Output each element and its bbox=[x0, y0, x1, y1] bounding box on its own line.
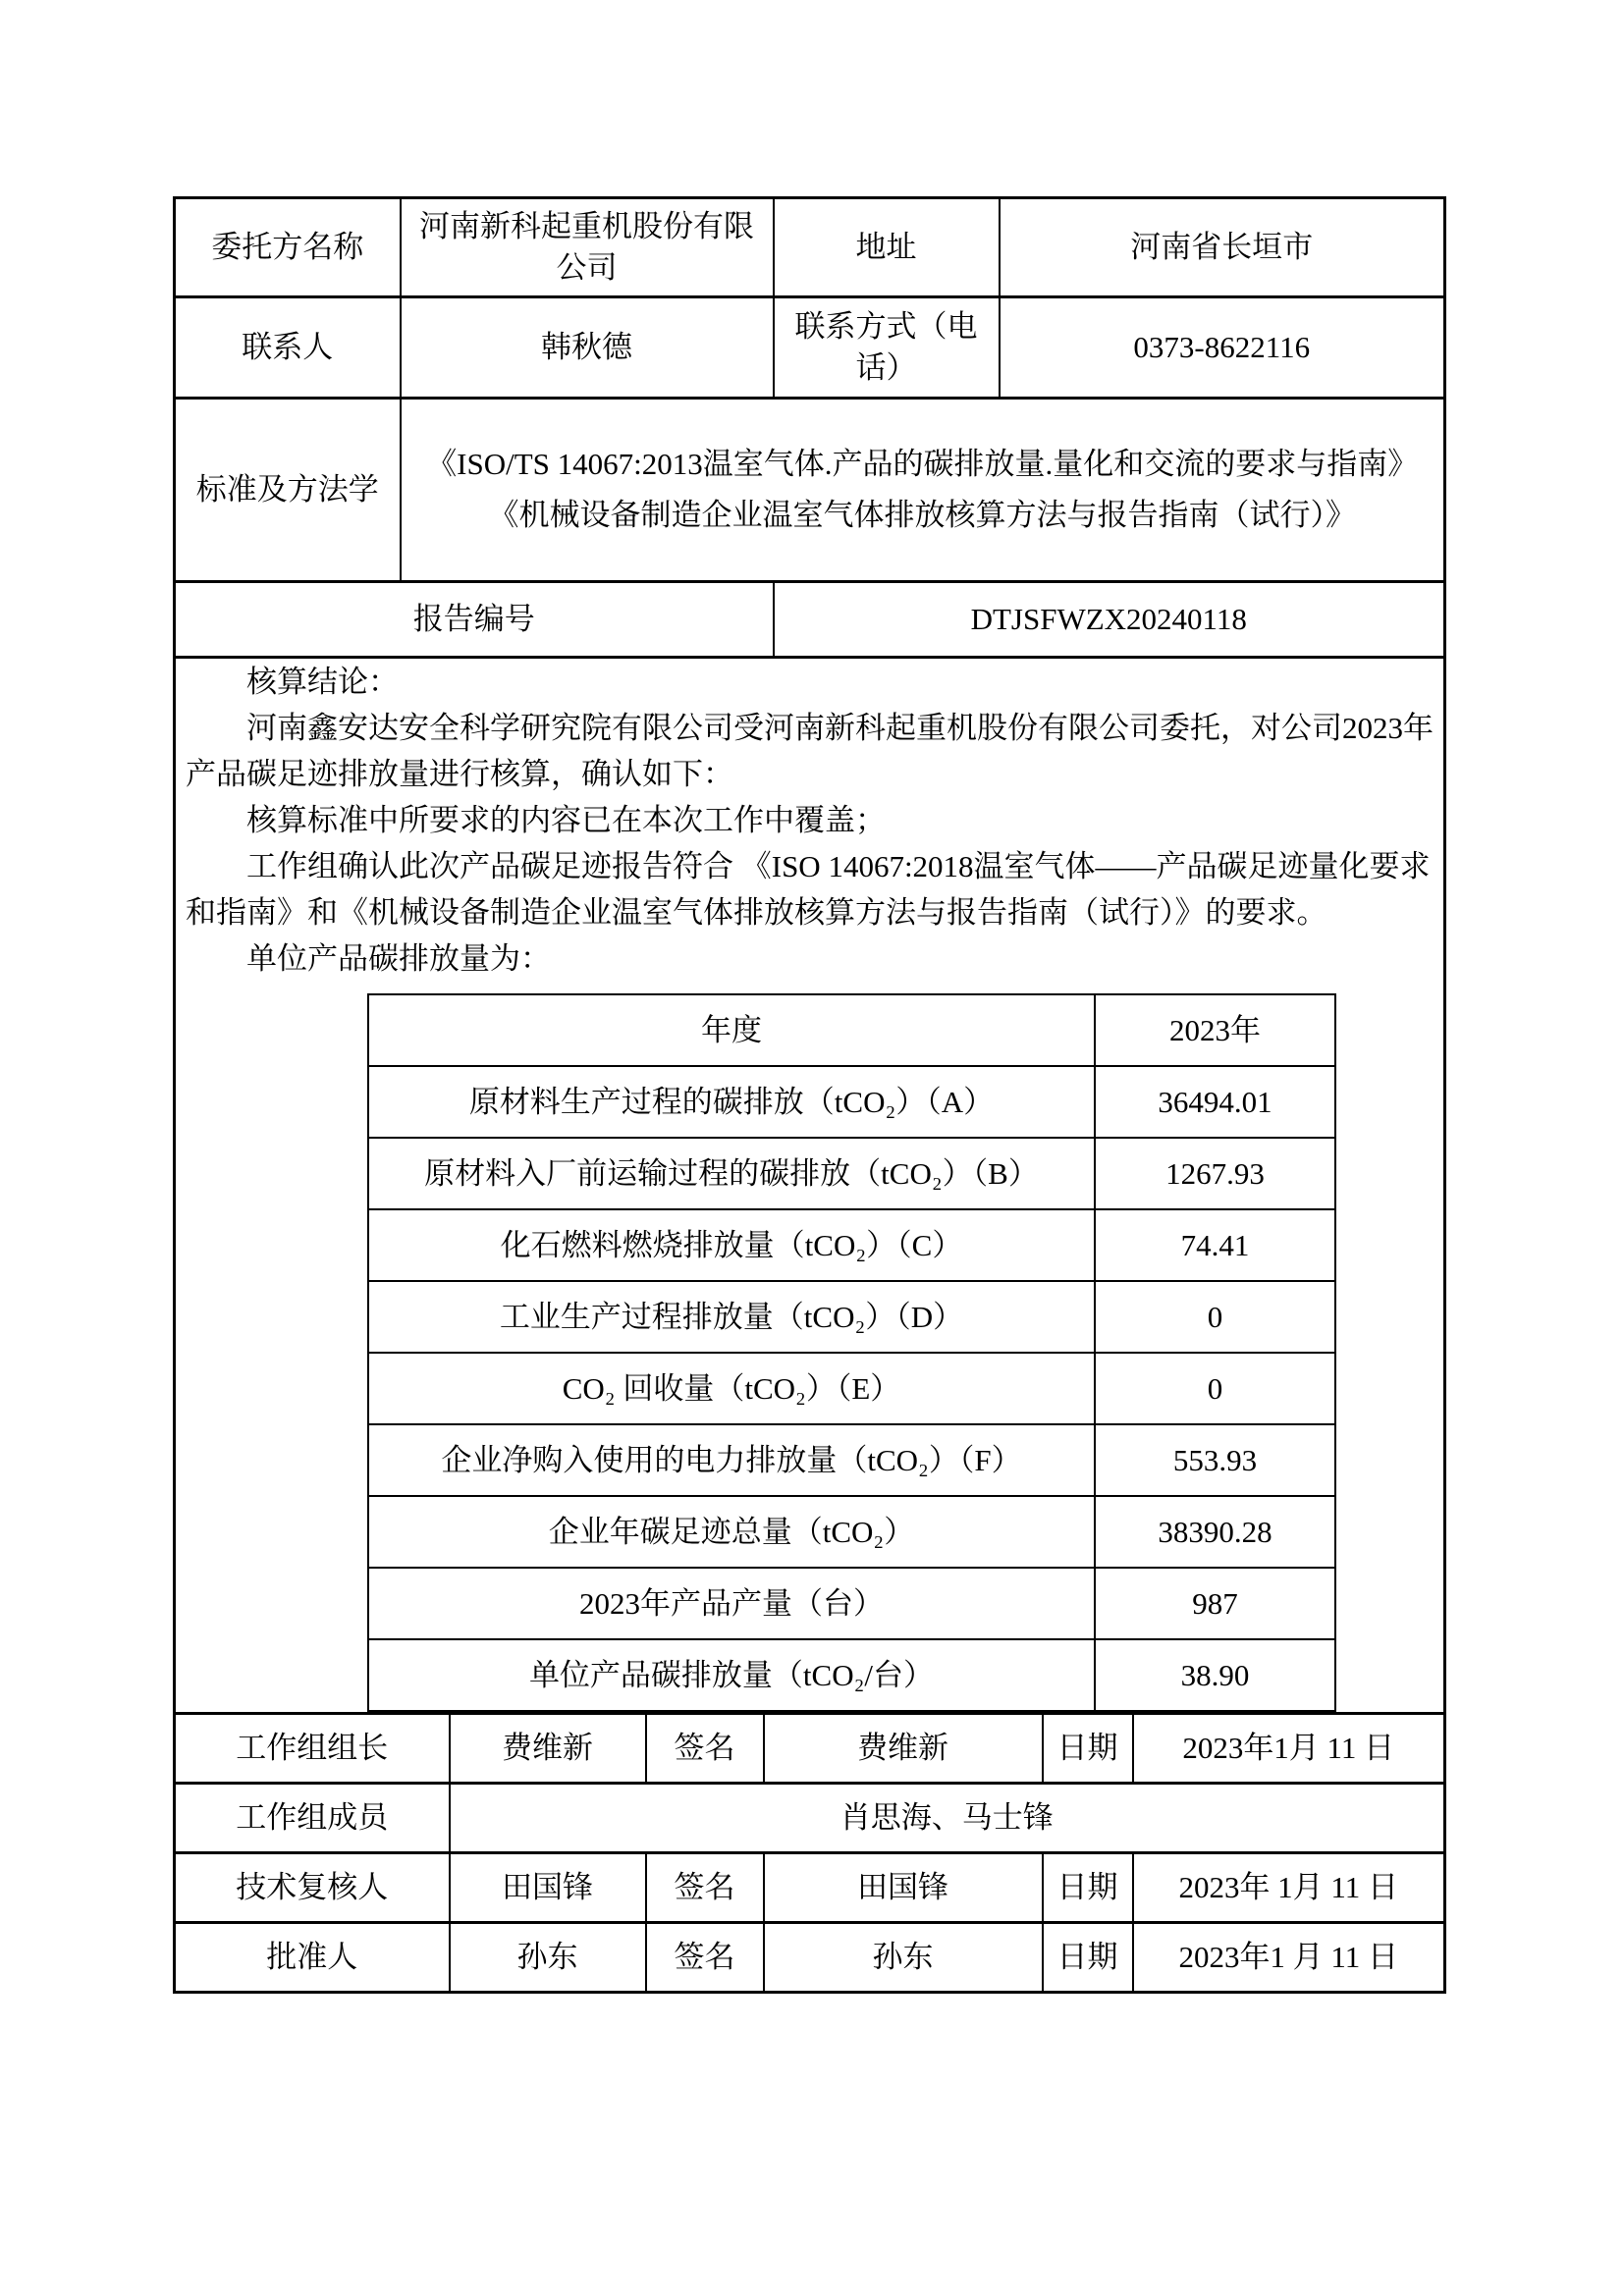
conclusion-cell bbox=[175, 658, 1445, 1714]
year-header-value: 2023年 bbox=[1095, 994, 1335, 1066]
emission-row-value: 38.90 bbox=[1095, 1639, 1335, 1711]
emission-row-label: 工业生产过程排放量（tCO₂）（D） bbox=[368, 1281, 1095, 1353]
standards-content bbox=[401, 399, 1445, 582]
report-form bbox=[173, 196, 1446, 1994]
client-name-value: 河南新科起重机股份有限公司 bbox=[401, 198, 774, 297]
year-header-label: 年度 bbox=[368, 994, 1095, 1066]
table-row bbox=[175, 658, 1445, 1714]
table-row bbox=[368, 1281, 1335, 1353]
table-row bbox=[368, 1568, 1335, 1639]
signature-label: 签名 bbox=[646, 1853, 764, 1923]
conclusion-heading: 核算结论： bbox=[246, 665, 399, 699]
report-no-label: 报告编号 bbox=[175, 582, 774, 658]
table-row bbox=[175, 1923, 1445, 1993]
team-leader-label: 工作组组长 bbox=[175, 1714, 450, 1784]
table-row bbox=[368, 1424, 1335, 1496]
standard-line-2: 《机械设备制造企业温室气体排放核算方法与报告指南（试行）》 bbox=[488, 498, 1356, 532]
address-value: 河南省长垣市 bbox=[1000, 198, 1445, 297]
standard-line-1: 《ISO/TS 14067:2013温室气体.产品的碳排放量.量化和交流的要求与指南》 bbox=[426, 446, 1419, 481]
emission-row-label: 企业净购入使用的电力排放量（tCO₂）（F） bbox=[368, 1424, 1095, 1496]
team-leader-name: 费维新 bbox=[450, 1714, 646, 1784]
report-table bbox=[173, 196, 1446, 1994]
team-members-value: 肖思海、马士锋 bbox=[450, 1784, 1445, 1853]
team-leader-date: 2023年1月 11 日 bbox=[1133, 1714, 1445, 1784]
table-row bbox=[368, 1066, 1335, 1138]
date-label: 日期 bbox=[1043, 1853, 1133, 1923]
table-row bbox=[368, 1496, 1335, 1568]
approver-signature: 孙东 bbox=[764, 1923, 1043, 1993]
table-row bbox=[368, 1639, 1335, 1711]
contact-person-value: 韩秋德 bbox=[401, 297, 774, 399]
tech-reviewer-signature: 田国锋 bbox=[764, 1853, 1043, 1923]
emission-row-value: 36494.01 bbox=[1095, 1066, 1335, 1138]
table-row bbox=[368, 994, 1335, 1066]
emission-row-value: 0 bbox=[1095, 1281, 1335, 1353]
standards-label: 标准及方法学 bbox=[175, 399, 401, 582]
emission-row-label: 原材料生产过程的碳排放（tCO₂）（A） bbox=[368, 1066, 1095, 1138]
emission-row-value: 1267.93 bbox=[1095, 1138, 1335, 1209]
emission-row-value: 987 bbox=[1095, 1568, 1335, 1639]
table-row bbox=[175, 198, 1445, 297]
conclusion-para-1: 河南鑫安达安全科学研究院有限公司受河南新科起重机股份有限公司委托，对公司2023年产品碳足迹排放量进行核算，确认如下： bbox=[186, 711, 1434, 791]
contact-phone-value: 0373-8622116 bbox=[1000, 297, 1445, 399]
emission-row-value: 0 bbox=[1095, 1353, 1335, 1424]
emission-row-label: 化石燃料燃烧排放量（tCO₂）（C） bbox=[368, 1209, 1095, 1281]
table-row bbox=[175, 297, 1445, 399]
signature-label: 签名 bbox=[646, 1923, 764, 1993]
approver-name: 孙东 bbox=[450, 1923, 646, 1993]
tech-reviewer-label: 技术复核人 bbox=[175, 1853, 450, 1923]
approver-label: 批准人 bbox=[175, 1923, 450, 1993]
emission-row-label: 原材料入厂前运输过程的碳排放（tCO₂）（B） bbox=[368, 1138, 1095, 1209]
table-row bbox=[175, 1714, 1445, 1784]
conclusion-para-2: 核算标准中所要求的内容已在本次工作中覆盖； bbox=[246, 803, 886, 837]
report-no-value: DTJSFWZX20240118 bbox=[774, 582, 1445, 658]
contact-phone-label: 联系方式（电话） bbox=[774, 297, 1000, 399]
tech-reviewer-date: 2023年 1月 11 日 bbox=[1133, 1853, 1445, 1923]
table-row bbox=[368, 1209, 1335, 1281]
table-row bbox=[175, 582, 1445, 658]
approver-date: 2023年1 月 11 日 bbox=[1133, 1923, 1445, 1993]
emission-row-value: 74.41 bbox=[1095, 1209, 1335, 1281]
emission-row-label: CO₂ 回收量（tCO₂）（E） bbox=[368, 1353, 1095, 1424]
client-name-label: 委托方名称 bbox=[175, 198, 401, 297]
emission-row-label: 2023年产品产量（台） bbox=[368, 1568, 1095, 1639]
signature-label: 签名 bbox=[646, 1714, 764, 1784]
emission-row-value: 553.93 bbox=[1095, 1424, 1335, 1496]
address-label: 地址 bbox=[774, 198, 1000, 297]
team-members-label: 工作组成员 bbox=[175, 1784, 450, 1853]
emissions-table-intro: 单位产品碳排放量为： bbox=[246, 941, 551, 976]
date-label: 日期 bbox=[1043, 1923, 1133, 1993]
emission-row-value: 38390.28 bbox=[1095, 1496, 1335, 1568]
emissions-table bbox=[367, 993, 1336, 1712]
table-row bbox=[368, 1353, 1335, 1424]
team-leader-signature: 费维新 bbox=[764, 1714, 1043, 1784]
conclusion-para-3: 工作组确认此次产品碳足迹报告符合 《ISO 14067:2018温室气体——产品碳足迹量化要求和指南》和《机械设备制造企业温室气体排放核算方法与报告指南（试行）》的要求。 bbox=[186, 849, 1431, 930]
table-row bbox=[175, 399, 1445, 582]
table-row bbox=[175, 1853, 1445, 1923]
emission-row-label: 企业年碳足迹总量（tCO₂） bbox=[368, 1496, 1095, 1568]
table-row bbox=[368, 1138, 1335, 1209]
emission-row-label: 单位产品碳排放量（tCO₂/台） bbox=[368, 1639, 1095, 1711]
contact-person-label: 联系人 bbox=[175, 297, 401, 399]
date-label: 日期 bbox=[1043, 1714, 1133, 1784]
table-row bbox=[175, 1784, 1445, 1853]
tech-reviewer-name: 田国锋 bbox=[450, 1853, 646, 1923]
